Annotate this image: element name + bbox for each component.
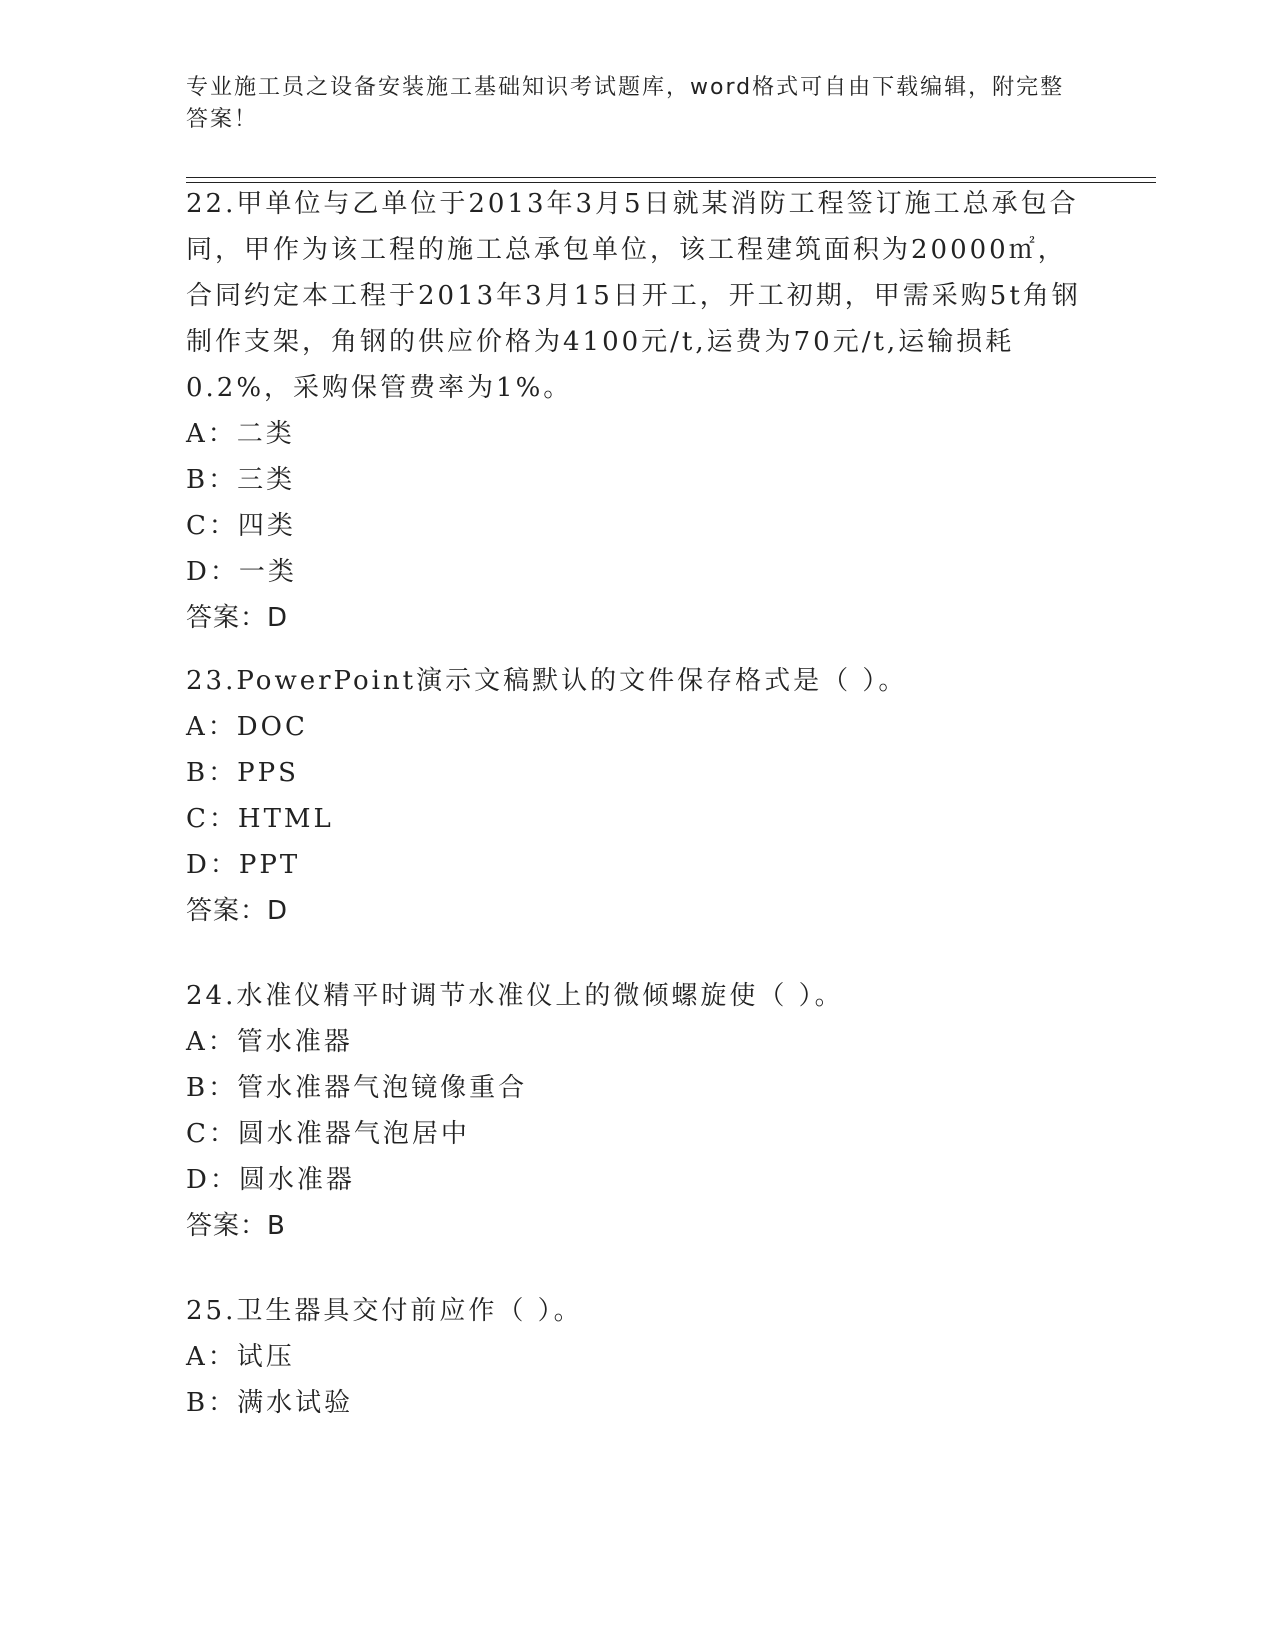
header-divider-top — [186, 177, 1156, 178]
option-c: C：圆水准器气泡居中 — [186, 1119, 470, 1149]
question-stem: 23.PowerPoint演示文稿默认的文件保存格式是（ ）。 — [186, 666, 908, 696]
option-d: D：圆水准器 — [186, 1165, 355, 1195]
option-b: B：管水准器气泡镜像重合 — [186, 1073, 528, 1103]
answer: 答案：D — [186, 896, 289, 926]
question-25 — [186, 1288, 1086, 1426]
option-a: A：管水准器 — [186, 1027, 353, 1057]
option-a: A：试压 — [186, 1342, 295, 1372]
answer: 答案：D — [186, 603, 289, 633]
document-header: 专业施工员之设备安装施工基础知识考试题库，word格式可自由下载编辑，附完整答案！ — [186, 75, 1065, 132]
option-b: B：三类 — [186, 465, 296, 495]
question-23 — [186, 658, 1086, 934]
option-c: C：四类 — [186, 511, 296, 541]
option-a: A：DOC — [186, 712, 308, 742]
option-d: D：PPT — [186, 850, 301, 880]
question-stem: 24.水准仪精平时调节水准仪上的微倾螺旋使（ ）。 — [186, 981, 844, 1011]
option-a: A：二类 — [186, 419, 295, 449]
option-b: B：满水试验 — [186, 1388, 354, 1418]
question-stem: 22.甲单位与乙单位于2013年3月5日就某消防工程签订施工总承包合同，甲作为该工程的施工总承包单位，该工程建筑面积为20000㎡，合同约定本工程于2013年3月15日开工，开工初期，甲需采购5t角钢制作支架，角钢的供应价格为4100元/t,运费为70元/t,运输损耗0.2%，采购保管费率为1%。 — [186, 189, 1081, 403]
question-24 — [186, 973, 1086, 1249]
question-stem: 25.卫生器具交付前应作（ ）。 — [186, 1296, 583, 1326]
question-22 — [186, 181, 1086, 641]
answer: 答案：B — [186, 1211, 286, 1241]
option-c: C：HTML — [186, 804, 334, 834]
option-d: D：一类 — [186, 557, 297, 587]
option-b: B：PPS — [186, 758, 299, 788]
